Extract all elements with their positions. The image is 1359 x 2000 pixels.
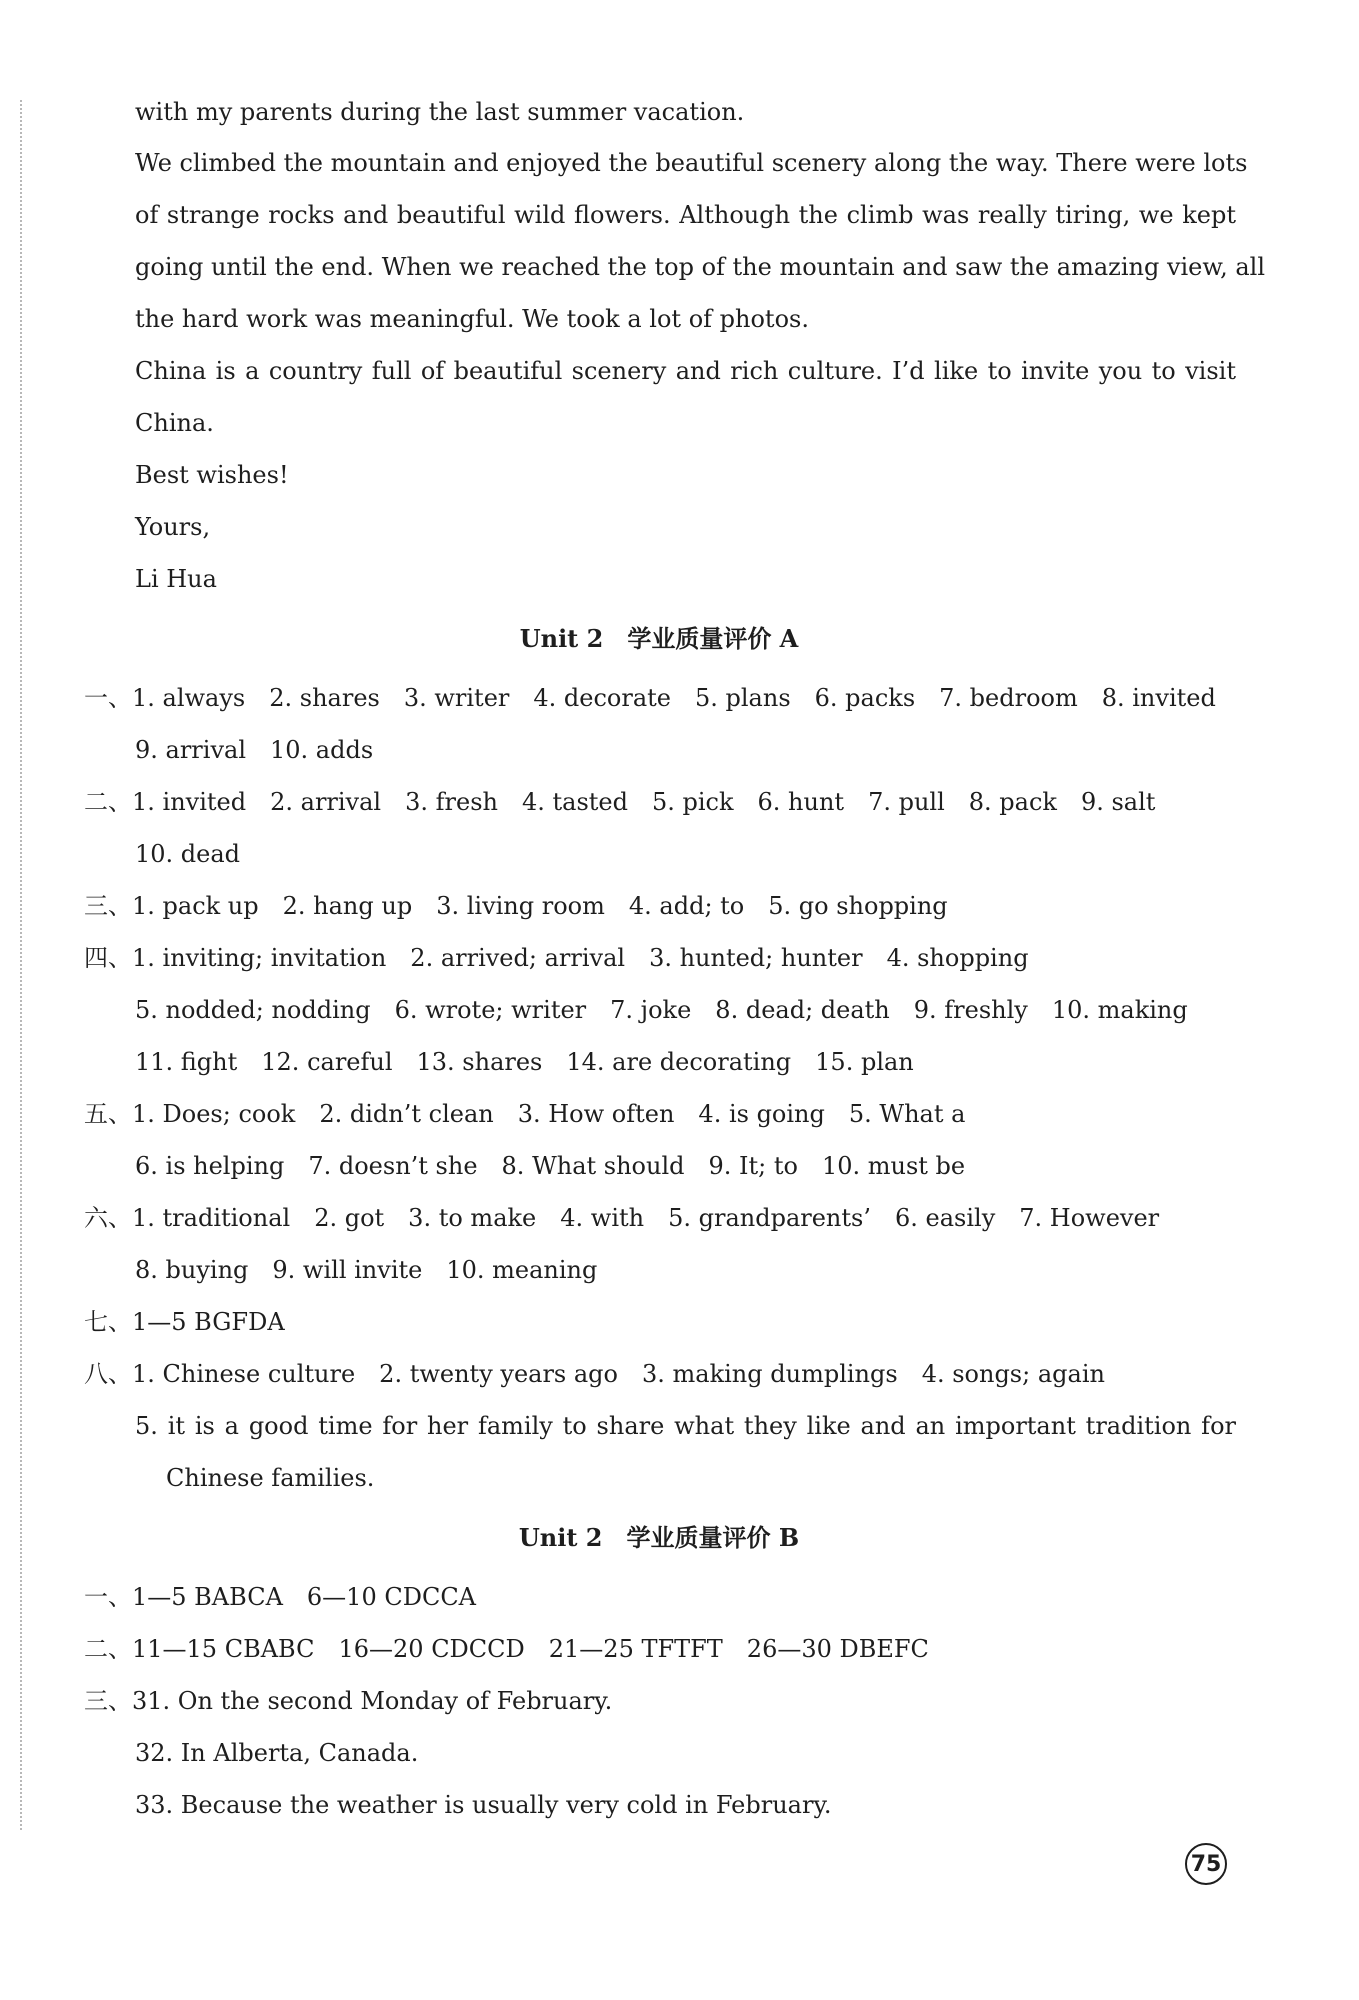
answer-line: 10. dead — [135, 840, 241, 868]
letter-line: with my parents during the last summer vacation. — [135, 98, 745, 126]
answer-line: 8. buying 9. will invite 10. meaning — [135, 1256, 598, 1284]
answer-line: 33. Because the weather is usually very cold in February. — [135, 1791, 832, 1819]
letter-line: of strange rocks and beautiful wild flowers. Although the climb was really tiring, we kept — [135, 201, 1236, 229]
answer-line: 一、1—5 BABCA 6—10 CDCCA — [84, 1583, 477, 1611]
letter-signoff: Yours, — [135, 513, 211, 541]
letter-line: China. — [135, 409, 214, 437]
answer-line: 六、1. traditional 2. got 3. to make 4. with 5. grandparents’ 6. easily 7. However — [84, 1204, 1160, 1232]
letter-line: China is a country full of beautiful scenery and rich culture. I’d like to invite you to visit — [135, 357, 1236, 385]
answer-line: 5. it is a good time for her family to share what they like and an important tradition for — [135, 1412, 1236, 1440]
answer-line: 七、1—5 BGFDA — [84, 1308, 285, 1336]
answer-line: 11. fight 12. careful 13. shares 14. are decorating 15. plan — [135, 1048, 914, 1076]
letter-line: the hard work was meaningful. We took a lot of photos. — [135, 305, 809, 333]
answer-line: 9. arrival 10. adds — [135, 736, 374, 764]
answer-line: 一、1. always 2. shares 3. writer 4. decorate 5. plans 6. packs 7. bedroom 8. invited — [84, 684, 1216, 712]
answer-line: 五、1. Does; cook 2. didn’t clean 3. How often 4. is going 5. What a — [84, 1100, 966, 1128]
answer-line: 二、1. invited 2. arrival 3. fresh 4. tasted 5. pick 6. hunt 7. pull 8. pack 9. salt — [84, 788, 1156, 816]
answer-line: 四、1. inviting; invitation 2. arrived; arrival 3. hunted; hunter 4. shopping — [84, 944, 1029, 972]
answer-line: 三、1. pack up 2. hang up 3. living room 4. add; to 5. go shopping — [84, 892, 948, 920]
letter-signature: Li Hua — [135, 565, 217, 593]
answer-line: 6. is helping 7. doesn’t she 8. What should 9. It; to 10. must be — [135, 1152, 966, 1180]
answer-line: 三、31. On the second Monday of February. — [84, 1687, 613, 1715]
letter-line: going until the end. When we reached the top of the mountain and saw the amazing view, all — [135, 253, 1265, 281]
section-heading-unit2b: Unit 2 学业质量评价 B — [518, 1523, 800, 1552]
answer-line: 5. nodded; nodding 6. wrote; writer 7. joke 8. dead; death 9. freshly 10. making — [135, 996, 1188, 1024]
letter-line: We climbed the mountain and enjoyed the beautiful scenery along the way. There were lots — [135, 149, 1248, 177]
answer-line: 二、11—15 CBABC 16—20 CDCCD 21—25 TFTFT 26—30 DBEFC — [84, 1635, 929, 1663]
section-heading-unit2a: Unit 2 学业质量评价 A — [519, 624, 799, 653]
margin-dotted-rule — [20, 100, 22, 1830]
page-number-badge: 75 — [1185, 1843, 1227, 1885]
answer-line: Chinese families. — [166, 1464, 375, 1492]
answer-line: 32. In Alberta, Canada. — [135, 1739, 419, 1767]
answer-line: 八、1. Chinese culture 2. twenty years ago 3. making dumplings 4. songs; again — [84, 1360, 1105, 1388]
letter-closing: Best wishes! — [135, 461, 289, 489]
